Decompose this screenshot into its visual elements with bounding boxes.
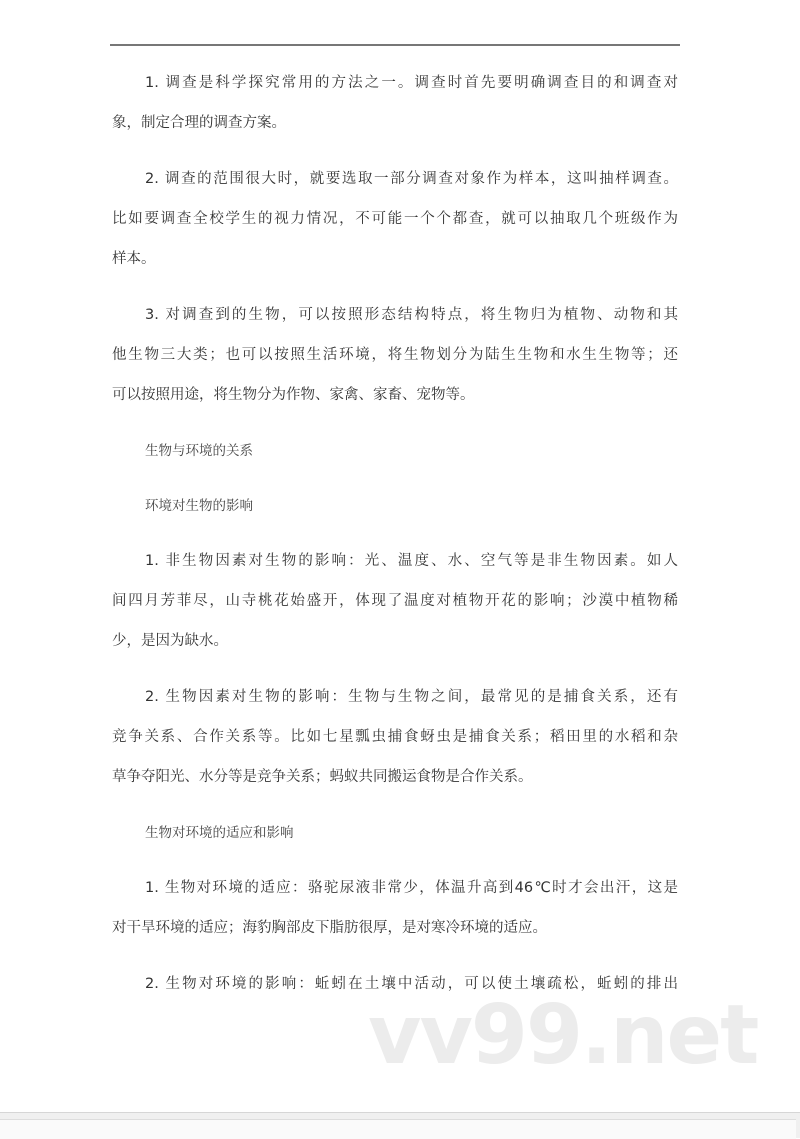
page-bottom-bar [0, 1112, 800, 1138]
paragraph [112, 684, 678, 804]
paragraph [112, 548, 678, 668]
header-rule [110, 44, 680, 46]
paragraph-line: 2. 生物因素对生物的影响：生物与生物之间，最常见的是捕食关系，还有 [145, 689, 678, 705]
paragraph-line: 对干旱环境的适应；海豹胸部皮下脂肪很厚，是对寒冷环境的适应。 [112, 920, 547, 936]
paragraph-line: 样本。 [112, 251, 156, 267]
paragraph-line: 1. 生物对环境的适应：骆驼尿液非常少，体温升高到46℃时才会出汗，这是 [145, 880, 678, 896]
paragraph-line: 可以按照用途，将生物分为作物、家禽、家畜、宠物等。 [112, 387, 475, 403]
horizontal-scrollbar[interactable] [0, 1119, 796, 1139]
paragraph [112, 166, 678, 286]
paragraph [112, 70, 678, 150]
paragraph-line: 间四月芳菲尽，山寺桃花始盛开，体现了温度对植物开花的影响；沙漠中植物稀 [112, 593, 678, 609]
paragraph-line: 3. 对调查到的生物，可以按照形态结构特点，将生物归为植物、动物和其 [145, 307, 678, 323]
paragraph [112, 302, 678, 422]
paragraph-line: 2. 调查的范围很大时，就要选取一部分调查对象作为样本，这叫抽样调查。 [145, 171, 678, 187]
paragraph-line: 他生物三大类；也可以按照生活环境，将生物划分为陆生生物和水生生物等；还 [112, 347, 678, 363]
document-body [112, 70, 678, 1027]
paragraph-line: 1. 非生物因素对生物的影响：光、温度、水、空气等是非生物因素。如人 [145, 553, 678, 569]
section-heading: 环境对生物的影响 [145, 498, 253, 514]
section-heading: 生物对环境的适应和影响 [145, 825, 294, 841]
paragraph-line: 竞争关系、合作关系等。比如七星瓢虫捕食蚜虫是捕食关系；稻田里的水稻和杂 [112, 729, 678, 745]
paragraph-line: 比如要调查全校学生的视力情况，不可能一个个都查，就可以抽取几个班级作为 [112, 211, 678, 227]
paragraph-line: 象，制定合理的调查方案。 [112, 115, 286, 131]
watermark: vv99.net [368, 988, 758, 1083]
paragraph-line: 2. 生物对环境的影响：蚯蚓在土壤中活动，可以使土壤疏松，蚯蚓的排出 [145, 976, 678, 992]
paragraph-line: 1. 调查是科学探究常用的方法之一。调查时首先要明确调查目的和调查对 [145, 75, 678, 91]
paragraph-line: 草争夺阳光、水分等是竞争关系；蚂蚁共同搬运食物是合作关系。 [112, 769, 533, 785]
paragraph-line: 少，是因为缺水。 [112, 633, 228, 649]
section-heading: 生物与环境的关系 [145, 443, 253, 459]
paragraph [112, 875, 678, 955]
